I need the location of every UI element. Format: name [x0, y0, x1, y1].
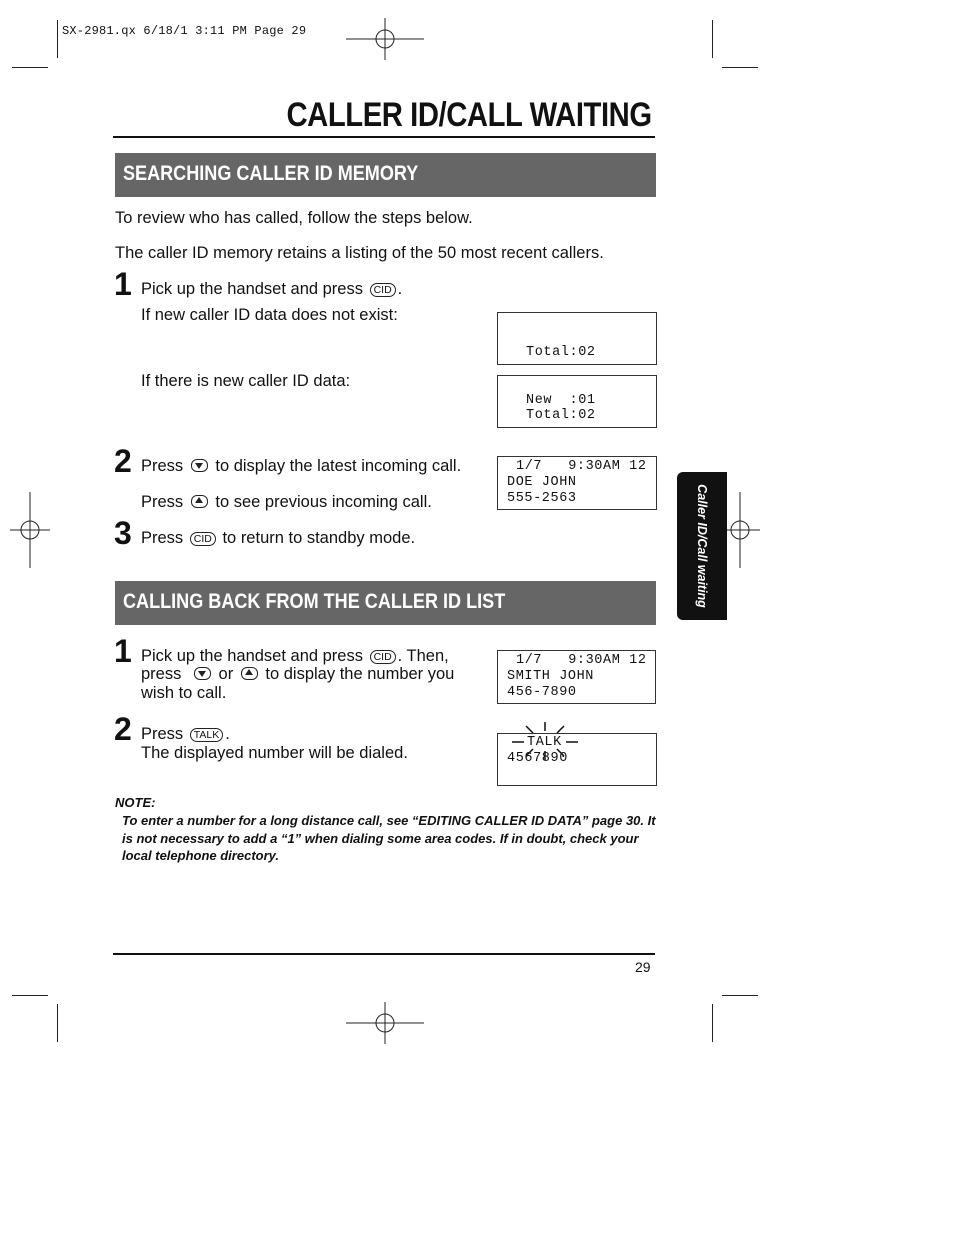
- note-label: NOTE:: [115, 795, 156, 810]
- page-title: CALLER ID/CALL WAITING: [286, 96, 652, 134]
- step-number: 3: [114, 515, 132, 551]
- step-text-part: press: [141, 665, 182, 683]
- down-arrow-key-icon: [194, 667, 211, 680]
- step-number: 1: [114, 633, 132, 669]
- crop-mark: [57, 1004, 58, 1042]
- title-rule: [113, 136, 655, 138]
- lcd-line: SMITH JOHN: [507, 669, 595, 684]
- section-heading-calling-back: [115, 581, 656, 625]
- step-text-part: to return to standby mode.: [222, 529, 416, 547]
- step-text: [141, 280, 402, 299]
- step-text-part: to display the number you: [265, 665, 455, 683]
- crop-mark: [712, 1004, 713, 1042]
- step-subtext: If new caller ID data does not exist:: [141, 306, 398, 324]
- crop-mark: [57, 20, 58, 58]
- lcd-display-total: [497, 312, 657, 365]
- lcd-line: TALK: [527, 735, 562, 750]
- step-number: 1: [114, 266, 132, 302]
- registration-mark-left: [10, 492, 50, 568]
- step-text-part: Pick up the handset and press: [141, 280, 363, 298]
- print-header: SX-2981.qx 6/18/1 3:11 PM Page 29: [62, 24, 307, 38]
- step-text: [141, 725, 230, 744]
- step-text: [141, 647, 449, 666]
- crop-mark: [12, 67, 48, 68]
- side-tab-label: Caller ID/Call waiting: [695, 484, 709, 608]
- footer-rule: [113, 953, 655, 955]
- lcd-display-caller: [497, 456, 657, 510]
- up-arrow-key-icon: [241, 667, 258, 680]
- step-text-part: Pick up the handset and press: [141, 647, 363, 665]
- step-text-part: to display the latest incoming call.: [215, 457, 462, 475]
- lcd-line: 1/7 9:30AM 12: [516, 459, 647, 474]
- page-number: 29: [635, 959, 651, 975]
- lcd-line: New :01: [526, 393, 596, 408]
- step-text-part: .: [397, 280, 403, 298]
- step-number: 2: [114, 711, 132, 747]
- step-text-part: .: [225, 725, 230, 743]
- up-arrow-key-icon: [191, 495, 208, 508]
- step-text-part: Press: [141, 493, 184, 511]
- step-text: wish to call.: [141, 684, 227, 702]
- step-text: [141, 529, 415, 548]
- lcd-line: 4567890: [507, 751, 568, 766]
- lcd-line: 555-2563: [507, 491, 577, 506]
- registration-mark-top: [346, 18, 424, 60]
- crop-mark: [712, 20, 713, 58]
- step-text: [141, 493, 432, 512]
- lcd-line: DOE JOHN: [507, 475, 577, 490]
- step-text: The displayed number will be dialed.: [141, 744, 408, 762]
- lcd-line: 456-7890: [507, 685, 577, 700]
- cid-key-icon: CID: [190, 532, 216, 546]
- cid-key-icon: CID: [370, 283, 396, 297]
- section-heading-text: CALLING BACK FROM THE CALLER ID LIST: [123, 590, 506, 613]
- section-heading-searching: [115, 153, 656, 197]
- note-text: To enter a number for a long distance call, see “EDITING CALLER ID DATA” page 30. It is not necessary to add a “1” when dialing some area codes. If in doubt, check your local telephone directory.: [122, 813, 656, 863]
- crop-mark: [12, 995, 48, 996]
- cid-key-icon: CID: [370, 650, 396, 664]
- lcd-line: Total:02: [526, 408, 596, 423]
- step-subtext: If there is new caller ID data:: [141, 372, 351, 390]
- step-text-part: or: [218, 665, 234, 683]
- step-text-part: Press: [141, 529, 184, 547]
- intro-text: To review who has called, follow the steps below.: [115, 209, 473, 227]
- step-text-part: . Then,: [397, 647, 449, 665]
- step-number: 2: [114, 443, 132, 479]
- lcd-line: Total:02: [526, 345, 596, 360]
- section-heading-text: SEARCHING CALLER ID MEMORY: [123, 162, 419, 185]
- crop-mark: [722, 67, 758, 68]
- side-tab: [677, 472, 727, 620]
- crop-mark: [722, 995, 758, 996]
- lcd-display-talk: [497, 733, 657, 786]
- step-text: [141, 457, 461, 476]
- step-text-part: to see previous incoming call.: [215, 493, 432, 511]
- step-text-part: Press: [141, 725, 184, 743]
- step-text-part: Press: [141, 457, 184, 475]
- down-arrow-key-icon: [191, 459, 208, 472]
- intro-text: The caller ID memory retains a listing of the 50 most recent callers.: [115, 244, 604, 262]
- lcd-display-new: [497, 375, 657, 428]
- lcd-line: 1/7 9:30AM 12: [516, 653, 647, 668]
- lcd-display-caller: [497, 650, 656, 704]
- talk-key-icon: TALK: [190, 728, 223, 742]
- step-text: [141, 665, 454, 684]
- registration-mark-bottom: [346, 1002, 424, 1044]
